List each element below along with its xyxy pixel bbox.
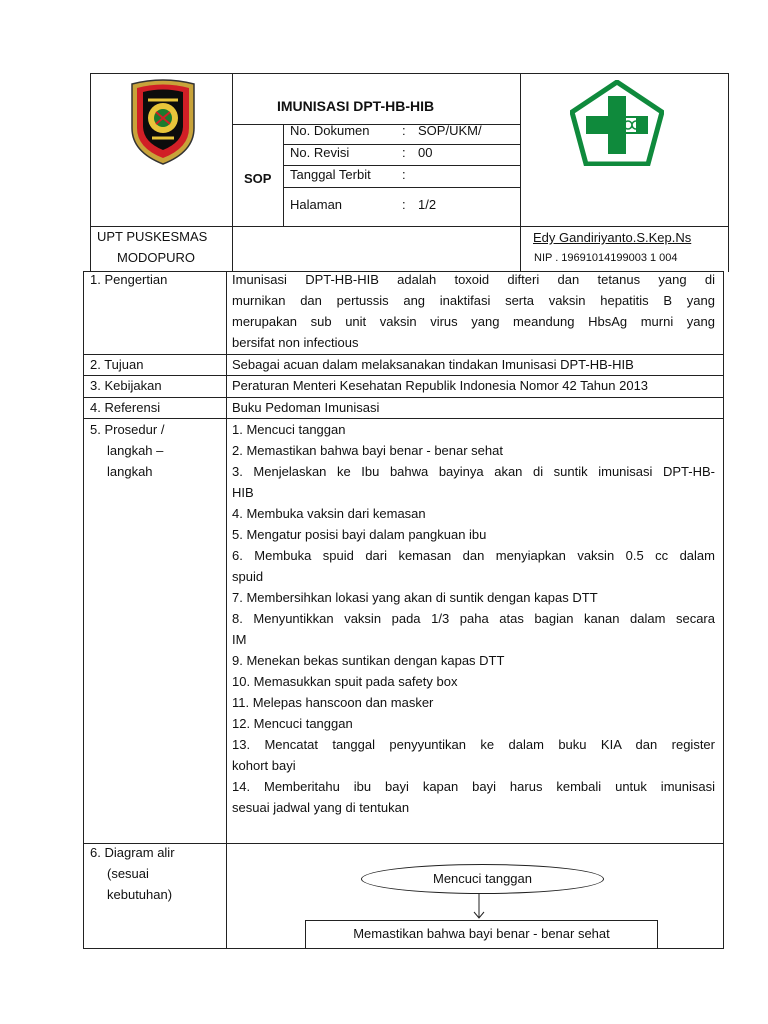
text-line: Imunisasi DPT-HB-HIB adalah toxoid difteri dan tetanus yang di — [232, 272, 715, 287]
meta-sep: : — [402, 145, 406, 160]
section-label-referensi: 4. Referensi — [90, 400, 161, 415]
meta-label: Tanggal Terbit — [290, 167, 371, 182]
step-line: 7. Membersihkan lokasi yang akan di suntik dengan kapas DTT — [232, 590, 598, 605]
section-label-diagram: (sesuai — [107, 866, 149, 881]
step-line: 5. Mengatur posisi bayi dalam pangkuan ibu — [232, 527, 487, 542]
meta-value: SOP/UKM/ — [418, 123, 482, 138]
org-name: UPT PUSKESMAS — [97, 229, 208, 244]
meta-value: 00 — [418, 145, 433, 160]
puskesmas-logo — [570, 80, 664, 166]
kebijakan-text: Peraturan Menteri Kesehatan Republik Indonesia Nomor 42 Tahun 2013 — [232, 378, 649, 393]
text-line: merupakan sub unit vaksin virus yang meandung HbsAg murni yang — [232, 314, 715, 329]
meta-label: Halaman — [290, 197, 343, 212]
org-location: MODOPURO — [117, 250, 195, 265]
step-line: 9. Menekan bekas suntikan dengan kapas DTT — [232, 653, 505, 668]
step-line: 11. Melepas hanscoon dan masker — [232, 695, 434, 710]
pengertian-text — [232, 269, 715, 353]
section-label-prosedur: 5. Prosedur / — [90, 422, 165, 437]
document-title: IMUNISASI DPT-HB-HIB — [277, 98, 435, 114]
tujuan-text: Sebagai acuan dalam melaksanakan tindakan Imunisasi DPT-HB-HIB — [232, 357, 634, 372]
cross-icon — [570, 80, 664, 166]
meta-sep: : — [402, 197, 406, 212]
step-line: 6. Membuka spuid dari kemasan dan menyiapkan vaksin 0.5 cc dalam — [232, 548, 715, 563]
emblem-icon — [126, 78, 200, 166]
section-label-pengertian: 1. Pengertian — [90, 272, 168, 287]
meta-sep: : — [402, 167, 406, 182]
step-line: spuid — [232, 569, 264, 584]
section-label-diagram: kebutuhan) — [107, 887, 173, 902]
step-line: 14. Memberitahu ibu bayi kapan bayi harus kembali untuk imunisasi — [232, 779, 715, 794]
meta-sep: : — [402, 123, 406, 138]
flow-arrow-icon — [472, 894, 486, 920]
signer-nip: NIP . 19691014199003 1 004 — [534, 252, 678, 264]
sop-label: SOP — [244, 171, 272, 186]
step-line: 4. Membuka vaksin dari kemasan — [232, 506, 426, 521]
step-line: 12. Mencuci tanggan — [232, 716, 353, 731]
step-line: 1. Mencuci tanggan — [232, 422, 346, 437]
signer-name: Edy Gandiriyanto.S.Kep.Ns — [533, 230, 692, 245]
step-line: 2. Memastikan bahwa bayi benar - benar sehat — [232, 443, 503, 458]
referensi-text: Buku Pedoman Imunisasi — [232, 400, 380, 415]
step-line: sesuai jadwal yang di tentukan — [232, 800, 410, 815]
section-label-kebijakan: 3. Kebijakan — [90, 378, 162, 393]
meta-value: 1/2 — [418, 197, 437, 212]
text-line: bersifat non infectious — [232, 335, 359, 350]
step-line: IM — [232, 632, 247, 647]
section-label-tujuan: 2. Tujuan — [90, 357, 144, 372]
section-label-prosedur: langkah – — [107, 443, 164, 458]
step-line: 8. Menyuntikkan vaksin pada 1/3 paha atas bagian kanan dalam secara — [232, 611, 715, 626]
meta-label: No. Revisi — [290, 145, 350, 160]
meta-label: No. Dokumen — [290, 123, 370, 138]
step-line: 10. Memasukkan spuit pada safety box — [232, 674, 458, 689]
step-line: HIB — [232, 485, 254, 500]
flow-process-label: Memastikan bahwa bayi benar - benar sehat — [353, 926, 610, 941]
procedure-steps — [232, 419, 715, 818]
text-line: murnikan dan pertussis ang inaktifasi serta vaksin hepatitis B yang — [232, 293, 715, 308]
regency-emblem-logo — [126, 78, 200, 166]
flow-start-label: Mencuci tanggan — [432, 871, 532, 886]
section-label-diagram: 6. Diagram alir — [90, 845, 175, 860]
step-line: kohort bayi — [232, 758, 296, 773]
section-label-prosedur: langkah — [107, 464, 153, 479]
step-line: 3. Menjelaskan ke Ibu bahwa bayinya akan di suntik imunisasi DPT-HB- — [232, 464, 715, 479]
step-line: 13. Mencatat tanggal penyyuntikan ke dalam buku KIA dan register — [232, 737, 715, 752]
